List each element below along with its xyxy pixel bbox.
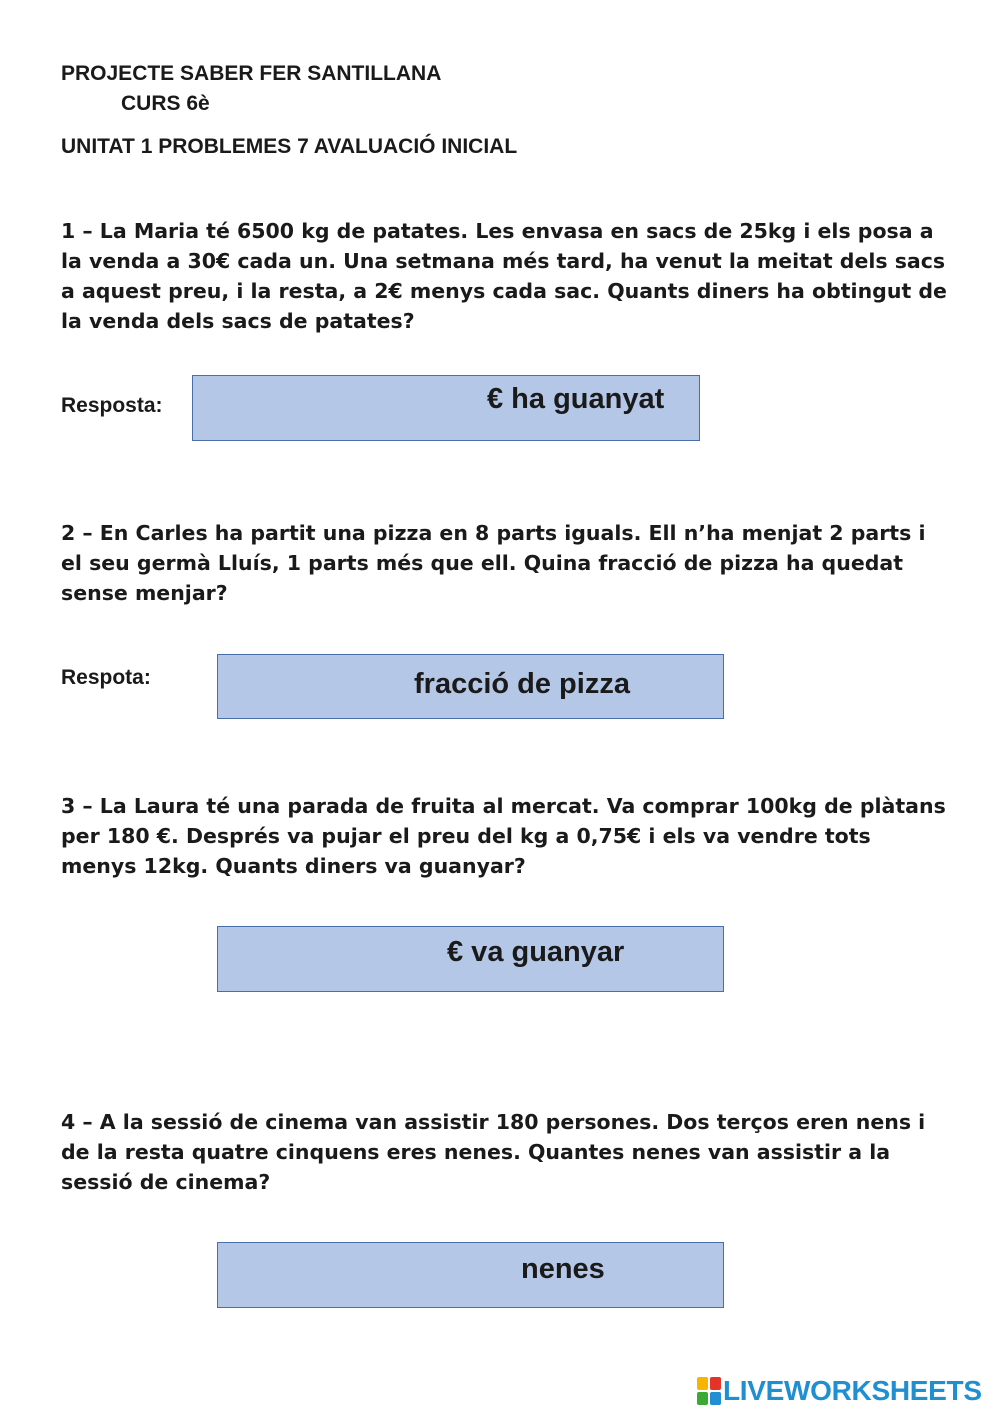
problem-4-unit: nenes (521, 1253, 605, 1285)
project-title: PROJECTE SABER FER SANTILLANA (61, 62, 442, 85)
liveworksheets-logo-text: LIVEWORKSHEETS (723, 1375, 982, 1406)
problem-4-answer-input[interactable] (224, 1253, 517, 1297)
problem-2-answer-label: Respota: (61, 666, 151, 689)
problem-3-answer-box (217, 926, 724, 992)
problem-1-answer-box (192, 375, 700, 441)
problem-3-unit: € va guanyar (447, 936, 625, 968)
problem-1-answer-label: Resposta: (61, 394, 163, 417)
problem-2-text: 2 – En Carles ha partit una pizza en 8 parts iguals. Ell n’ha menjat 2 parts i el seu germà Lluís, 1 parts més que ell. Quina fracció de pizza ha quedat sense menjar? (61, 521, 926, 605)
problem-1-unit: € ha guanyat (487, 383, 665, 415)
problem-4-answer-box (217, 1242, 724, 1308)
unit-title: UNITAT 1 PROBLEMES 7 AVALUACIÓ INICIAL (61, 135, 518, 158)
course-label: CURS 6è (121, 92, 210, 115)
problem-3-text: 3 – La Laura té una parada de fruita al mercat. Va comprar 100kg de plàtans per 180 €. Després va pujar el preu del kg a 0,75€ i els va vendre tots menys 12kg. Quants diners va guanyar? (61, 794, 946, 878)
problem-2-unit: fracció de pizza (414, 668, 630, 700)
liveworksheets-logo-icon (697, 1377, 721, 1405)
problem-2-answer-box (217, 654, 724, 719)
liveworksheets-logo (697, 1375, 982, 1407)
problem-3-answer-input[interactable] (224, 937, 447, 981)
problem-1-text: 1 – La Maria té 6500 kg de patates. Les envasa en sacs de 25kg i els posa a la venda a 30€ cada un. Una setmana més tard, ha venut la meitat dels sacs a aquest preu, i la resta, a 2€ menys cada sac. Quants diners ha obtingut de la venda dels sacs de patates? (61, 219, 947, 333)
problem-1-answer-input[interactable] (199, 386, 487, 430)
problem-2-answer-input[interactable] (224, 665, 412, 709)
problem-4-text: 4 – A la sessió de cinema van assistir 180 persones. Dos terços eren nens i de la resta quatre cinquens eres nenes. Quantes nenes van assistir a la sessió de cinema? (61, 1110, 926, 1194)
